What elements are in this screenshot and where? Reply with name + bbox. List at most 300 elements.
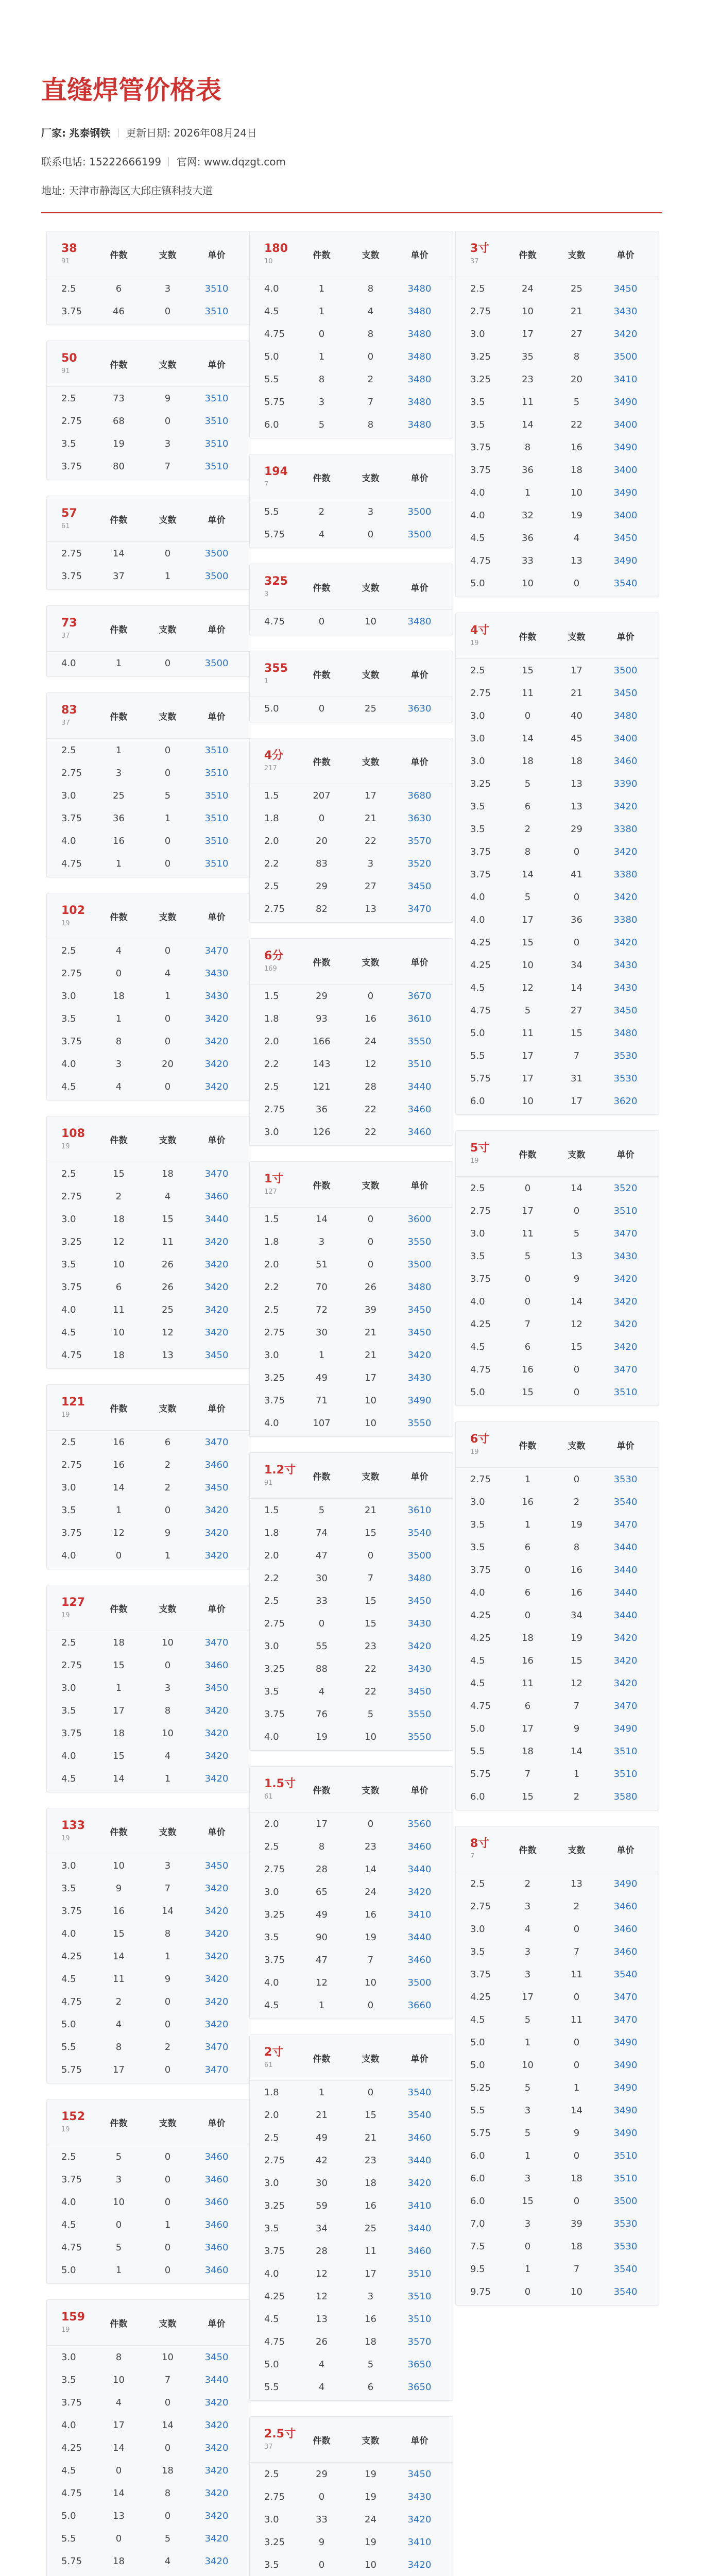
price-cell[interactable]: 3530: [613, 2218, 638, 2229]
price-cell[interactable]: 3490: [613, 442, 638, 453]
spec-stock-count: 10: [264, 257, 273, 265]
price-cell[interactable]: 3510: [204, 790, 229, 801]
price-cell[interactable]: 3450: [407, 2468, 432, 2480]
price-cell[interactable]: 3510: [204, 744, 229, 756]
qty-cell: 3: [318, 396, 325, 408]
price-cell[interactable]: 3600: [407, 1213, 432, 1225]
price-cell[interactable]: 3550: [407, 1731, 432, 1742]
price-cell[interactable]: 3540: [407, 1527, 432, 1538]
price-cell[interactable]: 3480: [407, 1572, 432, 1584]
price-cell[interactable]: 3420: [613, 891, 638, 903]
qty-cell: 49: [316, 1909, 328, 1920]
price-cell[interactable]: 3460: [613, 1901, 638, 1912]
price-cell[interactable]: 3460: [204, 1659, 229, 1671]
price-cell[interactable]: 3400: [613, 464, 638, 476]
price-cell[interactable]: 3500: [613, 2195, 638, 2207]
thickness-cell: 3.5: [264, 1686, 279, 1697]
thickness-cell: 5.5: [61, 2533, 76, 2544]
table-row: [250, 2285, 453, 2308]
price-cell[interactable]: 3430: [407, 1618, 432, 1629]
price-cell[interactable]: 3440: [613, 1609, 638, 1621]
price-cell[interactable]: 3470: [204, 1637, 229, 1648]
price-cell[interactable]: 3420: [204, 2442, 229, 2453]
price-cell[interactable]: 3490: [613, 2105, 638, 2116]
price-cell[interactable]: 3540: [613, 1496, 638, 1507]
price-cell[interactable]: 3420: [204, 2487, 229, 2499]
qty-cell: 20: [316, 835, 328, 846]
price-cell[interactable]: 3670: [407, 990, 432, 1002]
price-cell[interactable]: 3420: [204, 1928, 229, 1939]
price-cell[interactable]: 3560: [407, 1818, 432, 1829]
price-cell[interactable]: 3470: [613, 1228, 638, 1239]
price-cell[interactable]: 3420: [204, 1058, 229, 1070]
price-cell[interactable]: 3420: [613, 1273, 638, 1284]
price-cell[interactable]: 3460: [407, 1126, 432, 1138]
price-cell[interactable]: 3650: [407, 2359, 432, 2370]
table-row: [456, 323, 659, 345]
qty-cell: 34: [316, 2223, 328, 2234]
price-cell[interactable]: 3610: [407, 1013, 432, 1024]
thickness-cell: 4.5: [264, 2313, 279, 2325]
price-cell[interactable]: 3480: [407, 328, 432, 340]
price-cell[interactable]: 3500: [204, 548, 229, 559]
price-cell[interactable]: 3450: [204, 1482, 229, 1493]
price-cell[interactable]: 3470: [204, 2041, 229, 2053]
qty-cell: 1: [318, 1349, 325, 1361]
thickness-cell: 4.0: [61, 1928, 76, 1939]
price-cell[interactable]: 3470: [204, 1436, 229, 1448]
header-qty: 件数: [110, 1403, 128, 1414]
price-cell[interactable]: 3650: [407, 2381, 432, 2393]
header-count: 支数: [159, 624, 177, 635]
price-cell[interactable]: 3480: [407, 306, 432, 317]
price-cell[interactable]: 3440: [407, 2223, 432, 2234]
price-cell[interactable]: 3450: [204, 1349, 229, 1361]
price-cell[interactable]: 3470: [204, 2064, 229, 2075]
price-cell[interactable]: 3430: [407, 1372, 432, 1383]
price-cell[interactable]: 3430: [613, 1250, 638, 1262]
price-cell[interactable]: 3430: [613, 982, 638, 993]
spec-table-header: [250, 738, 453, 784]
thickness-cell: 1.8: [264, 2087, 279, 2098]
thickness-cell: 3.0: [264, 2177, 279, 2189]
price-cell[interactable]: 3580: [613, 1791, 638, 1802]
price-cell[interactable]: 3510: [204, 306, 229, 317]
price-cell[interactable]: 3500: [407, 1550, 432, 1561]
price-cell[interactable]: 3550: [407, 1708, 432, 1720]
price-cell[interactable]: 3510: [407, 2291, 432, 2302]
spec-name: 4分: [264, 749, 284, 762]
header-qty: 件数: [110, 250, 128, 261]
price-cell[interactable]: 3500: [407, 1259, 432, 1270]
price-cell[interactable]: 3420: [204, 2397, 229, 2408]
price-cell[interactable]: 3420: [204, 1996, 229, 2007]
price-cell[interactable]: 3470: [613, 1991, 638, 2003]
price-cell[interactable]: 3410: [407, 2200, 432, 2211]
price-cell[interactable]: 3500: [613, 351, 638, 362]
price-cell[interactable]: 3530: [613, 1473, 638, 1485]
price-cell[interactable]: 3460: [407, 1841, 432, 1852]
price-cell[interactable]: 3420: [613, 937, 638, 948]
table-row: [47, 1298, 250, 1321]
table-row: [47, 2213, 250, 2236]
spec-cell: [456, 1433, 503, 1455]
thickness-cell: 4.5: [61, 2219, 76, 2230]
price-cell[interactable]: 3450: [407, 1327, 432, 1338]
price-cell[interactable]: 3420: [204, 1527, 229, 1538]
spec-name: 2.5寸: [264, 2428, 296, 2441]
spec-cell: [456, 1142, 503, 1164]
price-cell[interactable]: 3570: [407, 835, 432, 846]
price-cell[interactable]: 3450: [407, 1304, 432, 1315]
price-cell[interactable]: 3420: [204, 1304, 229, 1315]
price-cell[interactable]: 3470: [204, 945, 229, 956]
price-cell[interactable]: 3420: [204, 2465, 229, 2476]
price-cell[interactable]: 3460: [613, 1923, 638, 1935]
price-cell[interactable]: 3430: [613, 306, 638, 317]
price-cell[interactable]: 3550: [407, 1036, 432, 1047]
thickness-cell: 3.0: [470, 1923, 485, 1935]
thickness-cell: 4.0: [61, 657, 76, 669]
thickness-cell: 3.75: [470, 442, 491, 453]
price-cell[interactable]: 3520: [613, 1182, 638, 1194]
qty-cell: 6: [115, 1281, 122, 1293]
price-cell[interactable]: 3510: [204, 393, 229, 404]
price-cell[interactable]: 3420: [204, 1327, 229, 1338]
price-cell[interactable]: 3450: [204, 1682, 229, 1693]
count-cell: 22: [365, 1663, 376, 1674]
price-cell[interactable]: 3420: [613, 1296, 638, 1307]
price-cell[interactable]: 3510: [613, 1745, 638, 1757]
thickness-cell: 4.5: [470, 1655, 485, 1666]
thickness-cell: 3.0: [61, 1682, 76, 1693]
price-cell[interactable]: 3480: [613, 710, 638, 721]
header-qty: 件数: [110, 711, 128, 722]
count-cell: 0: [164, 744, 171, 756]
price-cell[interactable]: 3510: [204, 283, 229, 294]
price-cell[interactable]: 3540: [613, 2286, 638, 2297]
price-cell[interactable]: 3420: [613, 1318, 638, 1330]
count-cell: 1: [573, 2082, 580, 2093]
price-cell[interactable]: 3510: [407, 1058, 432, 1070]
price-cell[interactable]: 3410: [407, 1909, 432, 1920]
price-cell[interactable]: 3520: [407, 858, 432, 869]
price-cell[interactable]: 3400: [613, 733, 638, 744]
price-cell[interactable]: 3420: [204, 1705, 229, 1716]
price-cell[interactable]: 3420: [204, 2019, 229, 2030]
price-cell[interactable]: 3420: [204, 1750, 229, 1761]
price-cell[interactable]: 3490: [613, 1723, 638, 1734]
price-cell[interactable]: 3460: [407, 1954, 432, 1965]
price-cell[interactable]: 3510: [204, 767, 229, 778]
price-cell[interactable]: 3450: [613, 1005, 638, 1016]
price-cell[interactable]: 3510: [204, 438, 229, 449]
count-cell: 9: [573, 1273, 580, 1284]
price-cell[interactable]: 3620: [613, 1095, 638, 1107]
price-cell[interactable]: 3490: [613, 2037, 638, 2048]
price-cell[interactable]: 3480: [613, 1027, 638, 1039]
price-cell[interactable]: 3460: [204, 1459, 229, 1470]
price-cell[interactable]: 3420: [204, 1013, 229, 1024]
price-cell[interactable]: 3430: [613, 959, 638, 971]
price-cell[interactable]: 3420: [204, 1259, 229, 1270]
price-cell[interactable]: 3540: [407, 2109, 432, 2121]
price-cell[interactable]: 3420: [204, 1281, 229, 1293]
price-cell[interactable]: 3470: [613, 2014, 638, 2025]
count-cell: 22: [365, 1104, 376, 1115]
price-cell[interactable]: 3410: [613, 374, 638, 385]
price-cell[interactable]: 3510: [613, 2150, 638, 2161]
price-cell[interactable]: 3390: [613, 778, 638, 789]
thickness-cell: 3.75: [61, 812, 82, 824]
count-cell: 9: [164, 1973, 171, 1985]
price-cell[interactable]: 3460: [204, 2242, 229, 2253]
price-cell[interactable]: 3420: [613, 846, 638, 857]
price-cell[interactable]: 3450: [407, 880, 432, 892]
spec-table: [249, 1452, 453, 1751]
price-cell[interactable]: 3510: [204, 461, 229, 472]
price-cell[interactable]: 3420: [204, 1550, 229, 1561]
price-cell[interactable]: 3510: [613, 2173, 638, 2184]
price-cell[interactable]: 3510: [204, 812, 229, 824]
price-cell[interactable]: 3420: [407, 1640, 432, 1652]
price-cell[interactable]: 3420: [204, 1973, 229, 1985]
qty-cell: 0: [524, 2286, 531, 2297]
price-cell[interactable]: 3450: [407, 1686, 432, 1697]
price-cell[interactable]: 3460: [204, 2219, 229, 2230]
price-cell[interactable]: 3510: [204, 835, 229, 846]
count-cell: 23: [365, 1841, 376, 1852]
price-cell[interactable]: 3450: [613, 532, 638, 544]
price-cell[interactable]: 3490: [613, 2127, 638, 2139]
price-cell[interactable]: 3380: [613, 823, 638, 835]
price-cell[interactable]: 3480: [407, 396, 432, 408]
site-link[interactable]: www.dqzgt.com: [203, 156, 286, 168]
header-price: 单价: [410, 583, 428, 594]
price-cell[interactable]: 3420: [204, 1883, 229, 1894]
thickness-cell: 1.8: [264, 812, 279, 824]
price-cell[interactable]: 3380: [613, 914, 638, 925]
price-cell[interactable]: 3380: [613, 869, 638, 880]
price-cell[interactable]: 3510: [204, 858, 229, 869]
price-cell[interactable]: 3420: [407, 1349, 432, 1361]
table-row: [456, 345, 659, 368]
price-cell[interactable]: 3460: [204, 2264, 229, 2276]
price-cell[interactable]: 3420: [204, 2533, 229, 2544]
spec-table-header: [47, 693, 250, 739]
price-cell[interactable]: 3490: [613, 2082, 638, 2093]
price-cell[interactable]: 3490: [613, 2059, 638, 2071]
price-cell[interactable]: 3550: [407, 1236, 432, 1247]
price-cell[interactable]: 3460: [204, 1191, 229, 1202]
price-cell[interactable]: 3420: [204, 1504, 229, 1516]
price-cell[interactable]: 3450: [204, 2351, 229, 2363]
price-cell[interactable]: 3460: [407, 2132, 432, 2143]
price-cell[interactable]: 3460: [204, 2174, 229, 2185]
qty-cell: 3: [524, 2105, 531, 2116]
price-cell[interactable]: 3420: [204, 2419, 229, 2431]
price-cell[interactable]: 3490: [613, 555, 638, 566]
price-cell[interactable]: 3460: [613, 755, 638, 767]
count-cell: 23: [365, 2155, 376, 2166]
price-cell[interactable]: 3420: [407, 2559, 432, 2570]
price-cell[interactable]: 3450: [407, 1595, 432, 1606]
spec-table: [46, 496, 250, 590]
price-cell[interactable]: 3660: [407, 1999, 432, 2011]
price-cell[interactable]: 3490: [407, 1395, 432, 1406]
price-cell[interactable]: 3420: [204, 1773, 229, 1784]
price-cell[interactable]: 3610: [407, 1504, 432, 1516]
price-cell[interactable]: 3490: [613, 1878, 638, 1889]
table-row: [456, 1895, 659, 1918]
count-cell: 5: [573, 1228, 580, 1239]
price-cell[interactable]: 3530: [613, 1050, 638, 1061]
price-cell[interactable]: 3430: [407, 1663, 432, 1674]
price-cell[interactable]: 3470: [613, 1519, 638, 1530]
price-cell[interactable]: 3440: [204, 1213, 229, 1225]
qty-cell: 5: [115, 2242, 122, 2253]
price-cell[interactable]: 3470: [613, 1700, 638, 1711]
price-cell[interactable]: 3420: [204, 1905, 229, 1917]
price-cell[interactable]: 3480: [407, 283, 432, 294]
price-cell[interactable]: 3550: [407, 1417, 432, 1429]
price-cell[interactable]: 3420: [613, 1655, 638, 1666]
count-cell: 12: [571, 1677, 582, 1689]
header-count: 支数: [362, 2054, 380, 2064]
price-cell[interactable]: 3510: [613, 1768, 638, 1780]
price-cell[interactable]: 3460: [407, 1104, 432, 1115]
qty-cell: 9: [318, 2536, 325, 2548]
price-cell[interactable]: 3420: [204, 2510, 229, 2521]
price-cell[interactable]: 3470: [613, 1364, 638, 1375]
price-cell[interactable]: 3510: [204, 415, 229, 427]
price-cell[interactable]: 3450: [204, 1860, 229, 1871]
count-cell: 10: [571, 2286, 582, 2297]
price-cell[interactable]: 3470: [204, 1168, 229, 1179]
price-cell[interactable]: 3570: [407, 2336, 432, 2347]
price-cell[interactable]: 3540: [613, 2263, 638, 2275]
price-cell[interactable]: 3440: [613, 1541, 638, 1553]
price-cell[interactable]: 3470: [407, 903, 432, 914]
price-cell[interactable]: 3530: [613, 1073, 638, 1084]
price-cell[interactable]: 3510: [407, 2268, 432, 2279]
qty-cell: 4: [115, 1081, 122, 1092]
qty-cell: 8: [115, 1036, 122, 1047]
price-cell[interactable]: 3420: [613, 328, 638, 340]
price-cell[interactable]: 3540: [613, 1969, 638, 1980]
price-cell[interactable]: 3420: [613, 1341, 638, 1352]
price-cell[interactable]: 3490: [613, 396, 638, 408]
thickness-cell: 3.5: [61, 1504, 76, 1516]
spec-stock-count: 37: [264, 2443, 273, 2451]
count-cell: 21: [365, 812, 376, 824]
price-cell[interactable]: 3420: [407, 2514, 432, 2525]
price-cell[interactable]: 3420: [613, 801, 638, 812]
price-cell[interactable]: 3420: [204, 2555, 229, 2567]
price-cell[interactable]: 3480: [407, 419, 432, 430]
thickness-cell: 5.0: [470, 1723, 485, 1734]
qty-cell: 68: [113, 415, 125, 427]
price-cell[interactable]: 3480: [407, 1281, 432, 1293]
price-cell[interactable]: 3480: [407, 616, 432, 627]
count-cell: 0: [573, 1364, 580, 1375]
price-cell[interactable]: 3510: [613, 1205, 638, 1216]
price-cell[interactable]: 3440: [407, 1081, 432, 1092]
price-cell[interactable]: 3400: [613, 419, 638, 430]
price-cell[interactable]: 3420: [204, 1951, 229, 1962]
table-row: [250, 610, 453, 633]
price-cell[interactable]: 3500: [613, 665, 638, 676]
count-cell: 20: [162, 1058, 174, 1070]
price-cell[interactable]: 3480: [407, 351, 432, 362]
table-row: [47, 739, 250, 761]
price-cell[interactable]: 3680: [407, 790, 432, 801]
price-cell[interactable]: 3420: [613, 1632, 638, 1643]
price-cell[interactable]: 3540: [613, 578, 638, 589]
price-cell[interactable]: 3440: [407, 1931, 432, 1943]
price-cell[interactable]: 3420: [204, 1081, 229, 1092]
price-cell[interactable]: 3460: [613, 1946, 638, 1957]
table-row: [47, 1499, 250, 1521]
count-cell: 29: [571, 823, 582, 835]
price-cell[interactable]: 3440: [407, 2155, 432, 2166]
price-cell[interactable]: 3410: [407, 2536, 432, 2548]
price-cell[interactable]: 3420: [204, 1036, 229, 1047]
price-cell[interactable]: 3420: [407, 2177, 432, 2189]
thickness-cell: 4.25: [470, 1632, 491, 1643]
qty-cell: 10: [113, 2374, 125, 2385]
price-cell[interactable]: 3420: [613, 1677, 638, 1689]
phone-number[interactable]: 15222666199: [89, 156, 162, 168]
spec-table: [46, 1384, 250, 1569]
price-cell[interactable]: 3430: [204, 968, 229, 979]
price-cell[interactable]: 3450: [613, 687, 638, 699]
table-row: [47, 1521, 250, 1544]
price-cell[interactable]: 3450: [613, 283, 638, 294]
price-cell[interactable]: 3420: [407, 1886, 432, 1897]
price-cell[interactable]: 3500: [407, 1977, 432, 1988]
price-cell[interactable]: 3440: [613, 1587, 638, 1598]
price-cell[interactable]: 3430: [204, 990, 229, 1002]
price-cell[interactable]: 3430: [407, 2491, 432, 2502]
price-cell[interactable]: 3500: [204, 657, 229, 669]
thickness-cell: 4.0: [61, 2196, 76, 2208]
price-cell[interactable]: 3480: [407, 374, 432, 385]
price-cell[interactable]: 3420: [204, 1236, 229, 1247]
qty-cell: 30: [316, 1327, 328, 1338]
price-cell[interactable]: 3440: [613, 1564, 638, 1575]
price-cell[interactable]: 3510: [613, 1386, 638, 1398]
price-cell[interactable]: 3500: [407, 529, 432, 540]
table-row: [47, 2236, 250, 2259]
price-cell[interactable]: 3460: [407, 2245, 432, 2257]
price-cell[interactable]: 3440: [407, 1863, 432, 1875]
price-cell[interactable]: 3530: [613, 2241, 638, 2252]
price-cell[interactable]: 3510: [407, 2313, 432, 2325]
price-cell[interactable]: 3400: [613, 510, 638, 521]
price-cell[interactable]: 3490: [613, 487, 638, 498]
price-cell[interactable]: 3500: [204, 570, 229, 582]
price-cell[interactable]: 3440: [204, 2374, 229, 2385]
price-cell[interactable]: 3420: [204, 1727, 229, 1739]
qty-cell: 16: [522, 1496, 534, 1507]
price-cell[interactable]: 3630: [407, 703, 432, 714]
price-cell[interactable]: 3460: [204, 2196, 229, 2208]
price-cell[interactable]: 3500: [407, 506, 432, 517]
price-cell[interactable]: 3540: [407, 2087, 432, 2098]
price-cell[interactable]: 3460: [204, 2151, 229, 2162]
price-cell[interactable]: 3630: [407, 812, 432, 824]
